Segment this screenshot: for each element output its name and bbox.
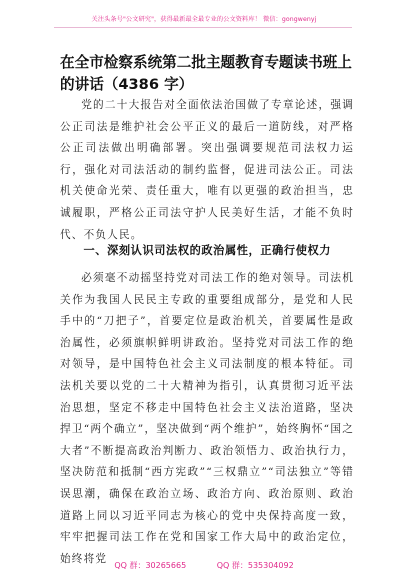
- footer-qq-group-2: QQ 群：535304092: [216, 561, 294, 570]
- section-paragraph: 必须毫不动摇坚持党对司法工作的绝对领导。司法机关作为我国人民民主专政的重要组成部分，是党和人民手中的“刀把子”，首要定位是政治机关，首要属性是政治属性，必须旗帜鲜明讲政治。坚持党对司法工作的绝对领导，是中国特色社会主义司法制度的根本特征。司法机关要以党的二十大精神为指引，认真贯彻习近平法治思想，坚定不移走中国特色社会主义法治道路，坚决捍卫“两个确立”，坚决做到“两个维护”，始终胸怀“国之大者”不断提高政治判断力、政治领悟力、政治执行力，坚决防范和抵制“西方宪政”“三权鼎立”“司法独立”等错误思潮，确保在政治立场、政治方向、政治原则、政治道路上同以习近平同志为核心的党中央保持高度一致，牢牢把握司法工作在党和国家工作大局中的政治定位，始终将党: [60, 272, 354, 565]
- document-title: 在全市检察系统第二批主题教育专题读书班上的讲话（4386 字）: [60, 54, 352, 93]
- intro-paragraph: 党的二十大报告对全面依法治国做了专章论述，强调公正司法是维护社会公平正义的最后一道防线，对严格公正司法做出明确部署。突出强调要规范司法权力运行，强化对司法活动的制约监督，促进司法公正。司法机关使命光荣、责任重大，唯有以更强的政治担当，忠诚履职，严格公正司法守护人民美好生活，才能不负时代、不负人民。: [60, 99, 354, 241]
- section-heading: 一、深刻认识司法权的政治属性，正确行使权力: [83, 244, 332, 257]
- footer-contact: [0, 560, 408, 571]
- header-watermark: 关注头条号"公文研究"，获得最新最全最专业的公文资料库！ 微信：gongwenyj: [91, 16, 317, 23]
- footer-qq-group-1: QQ 群：30265665: [114, 561, 187, 570]
- header-divider: [54, 27, 352, 28]
